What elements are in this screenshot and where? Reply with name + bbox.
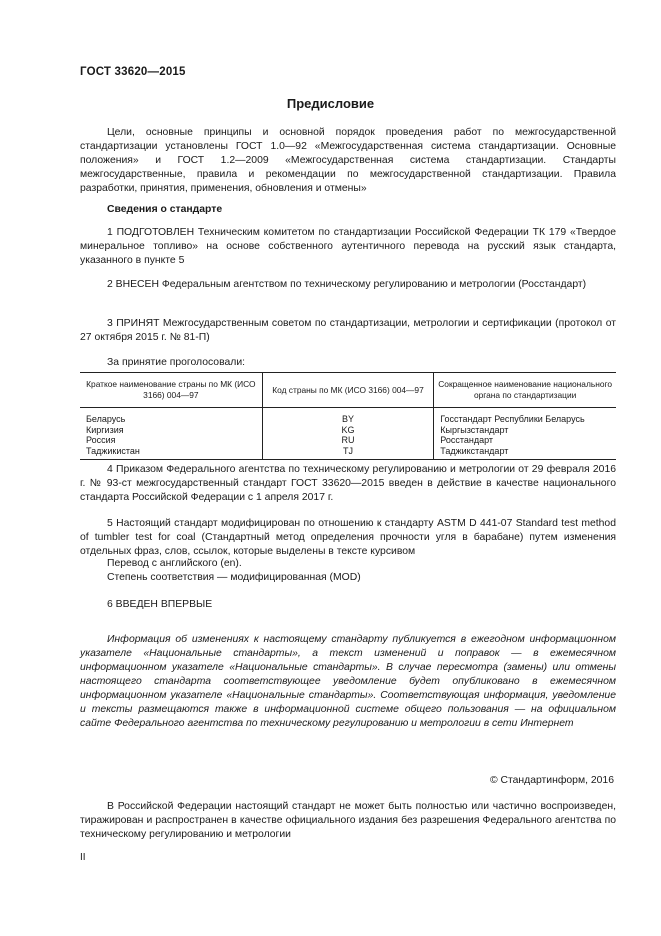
item-4-paragraph: 4 Приказом Федерального агентства по техническому регулированию и метрологии от 29 февраля 2016 г. № 93-ст межгосударственный стандарт ГОСТ 33620—2015 введен в действие в качестве национального стандарта Российской Федерации с 1 апреля 2017 г. — [80, 464, 616, 503]
item-6-paragraph: 6 ВВЕДЕН ВПЕРВЫЕ — [107, 599, 213, 610]
voted-label: За принятие проголосовали: — [107, 357, 246, 368]
table-row — [80, 408, 616, 425]
table-header-code: Код страны по МК (ИСО 3166) 004—97 — [262, 373, 434, 408]
item-5-degree: Степень соответствия — модифицированная (MOD) — [107, 572, 361, 583]
page-number: II — [80, 852, 86, 863]
item-1-paragraph: 1 ПОДГОТОВЛЕН Техническим комитетом по стандартизации Российской Федерации ТК 179 «Твердое минеральное топливо» на основе собственного аутентичного перевода на русский язык стандарта, указанного в пункте 5 — [80, 227, 616, 266]
code-cell: TJ — [262, 446, 434, 460]
table-header-row — [80, 373, 616, 408]
body-cell: Госстандарт Республики Беларусь — [434, 408, 616, 425]
item-5-translation: Перевод с английского (en). — [107, 558, 242, 569]
voting-countries-table — [80, 372, 616, 460]
rights-paragraph: В Российской Федерации настоящий стандарт не может быть полностью или частично воспроизведен, тиражирован и распространен в качестве официального издания без разрешения Федерального агентства по техническому регулированию и метрологии — [80, 801, 616, 840]
body-cell: Кыргызстандарт — [434, 425, 616, 436]
intro-paragraph: Цели, основные принципы и основной порядок проведения работ по межгосударственной стандартизации установлены ГОСТ 1.0—92 «Межгосударственная система стандартизации. Основные положения» и ГОСТ 1.2—2009 «Межгосударственная система стандартизации. Стандарты межгосударственные, правила и рекомендации по межгосударственной стандартизации. Правила разработки, принятия, применения, обновления и отмены» — [80, 127, 616, 194]
country-cell: Киргизия — [86, 424, 124, 435]
item-5-paragraph: 5 Настоящий стандарт модифицирован по отношению к стандарту ASTM D 441-07 Standard test method of tumbler test for coal (Стандартный метод определения прочности угля в барабане) путем изменения отдельных фраз, слов, ссылок, которые выделены в тексте курсивом — [80, 518, 616, 557]
country-cell: Россия — [86, 435, 116, 445]
item-3-paragraph: 3 ПРИНЯТ Межгосударственным советом по стандартизации, метрологии и сертификации (протокол от 27 октября 2015 г. № 81-П) — [80, 318, 616, 343]
page-title: Предисловие — [286, 96, 375, 111]
body-cell: Росстандарт — [434, 435, 616, 446]
notice-paragraph: Информация об изменениях к настоящему стандарту публикуется в ежегодном информационном указателе «Национальные стандарты», а текст изменений и поправок — в ежемесячном информационном указателе «Национальные стандарты». В случае пересмотра (замены) или отмены настоящего стандарта соответствующее уведомление будет опубликовано в ежемесячном информационном указателе «Национальные стандарты». Соответствующая информация, уведомление и тексты размещаются также в информационной системе общего пользования — на официальном сайте Федерального агентства по техническому регулированию и метрологии в сети Интернет — [80, 634, 616, 729]
code-cell: RU — [262, 435, 434, 446]
table-header-body: Сокращенное наименование национального органа по стандартизации — [434, 373, 616, 408]
info-heading: Сведения о стандарте — [107, 204, 223, 215]
country-cell: Беларусь — [86, 414, 126, 424]
country-cell: Таджикистан — [80, 446, 262, 460]
copyright-line: © Стандартинформ, 2016 — [489, 775, 614, 786]
item-2-paragraph: 2 ВНЕСЕН Федеральным агентством по техническому регулированию и метрологии (Росстандарт) — [107, 279, 587, 290]
table-row — [80, 425, 616, 436]
standard-code-header: ГОСТ 33620—2015 — [80, 66, 186, 78]
table-row — [80, 446, 616, 460]
code-cell: BY — [262, 408, 434, 425]
body-cell: Таджикстандарт — [434, 446, 616, 460]
code-cell: KG — [262, 425, 434, 436]
table-header-country: Краткое наименование страны по МК (ИСО 3166) 004—97 — [80, 373, 262, 408]
table-row — [80, 435, 616, 446]
